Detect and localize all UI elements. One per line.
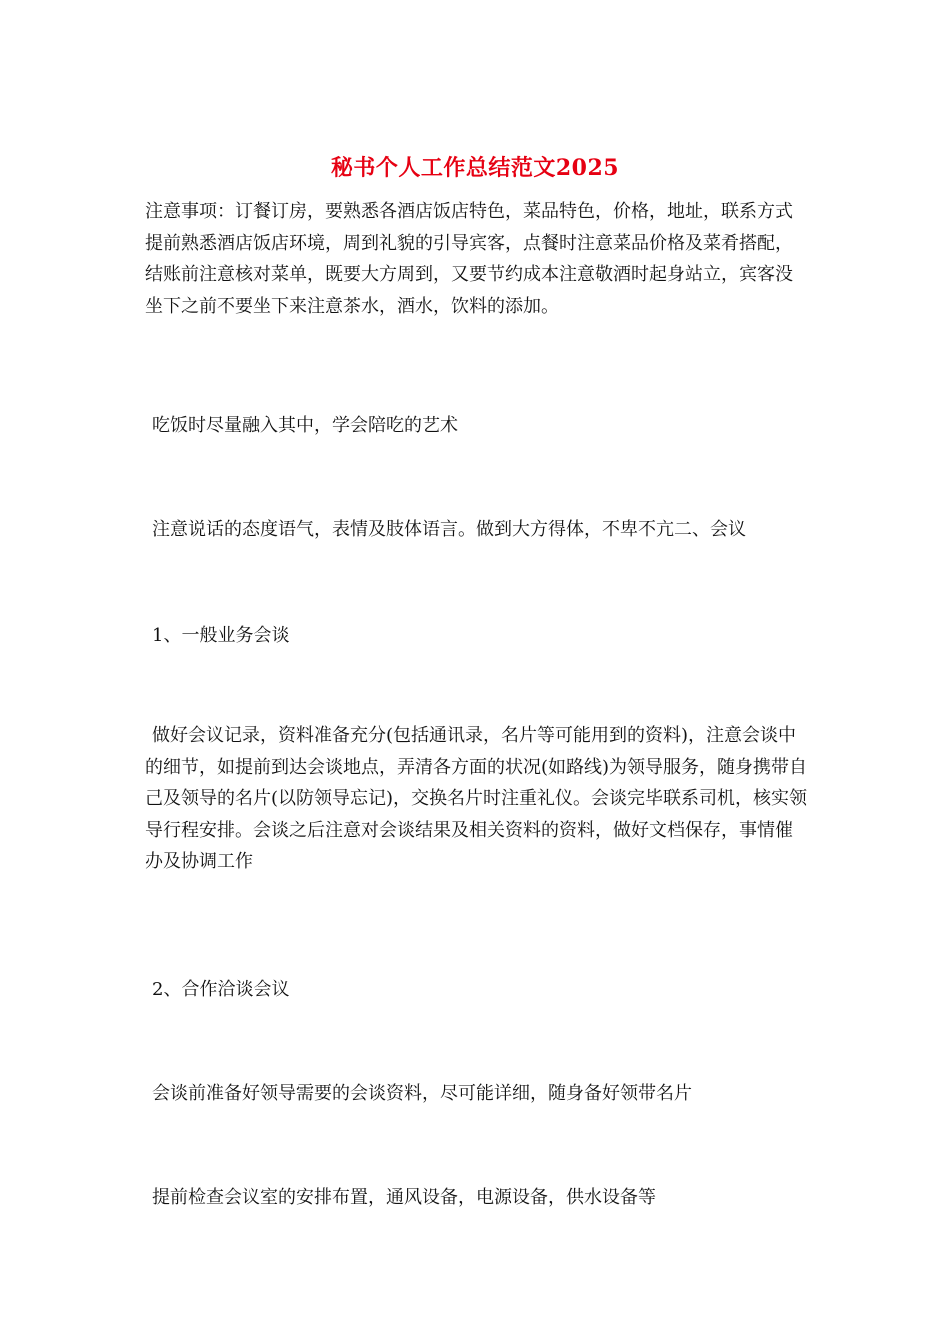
room-check-paragraph: 提前检查会议室的安排布置，通风设备，电源设备，供水设备等	[152, 1187, 656, 1208]
general-meeting-paragraph	[145, 720, 810, 878]
general-meeting-text: 做好会议记录，资料准备充分(包括通讯录，名片等可能用到的资料)，注意会谈中的细节，如提前到达会谈地点，弄清各方面的状况(如路线)为领导服务，随身携带自己及领导的名片(以防领导忘记)，交换名片时注重礼仪。会谈完毕联系司机，核实领导行程安排。会谈之后注意对会谈结果及相关资料的资料，做好文档保存，事情催办及协调工作	[145, 725, 808, 872]
section-heading-cooperation-meeting: 2、合作洽谈会议	[152, 979, 290, 1000]
section-heading-general-meeting: 1、一般业务会谈	[152, 625, 290, 646]
meal-paragraph: 吃饭时尽量融入其中，学会陪吃的艺术	[152, 415, 458, 436]
prep-paragraph: 会谈前准备好领导需要的会谈资料，尽可能详细，随身备好领带名片	[152, 1083, 692, 1104]
intro-paragraph: 注意事项：订餐订房，要熟悉各酒店饭店特色，菜品特色，价格，地址，联系方式提前熟悉酒店饭店环境，周到礼貌的引导宾客，点餐时注意菜品价格及菜肴搭配，结账前注意核对菜单，既要大方周到，又要节约成本注意敬酒时起身站立，宾客没坐下之前不要坐下来注意茶水，酒水，饮料的添加。	[145, 201, 793, 317]
speech-paragraph: 注意说话的态度语气，表情及肢体语言。做到大方得体，不卑不亢二、会议	[152, 519, 746, 540]
document-title: 秘书个人工作总结范文2025	[330, 155, 620, 181]
